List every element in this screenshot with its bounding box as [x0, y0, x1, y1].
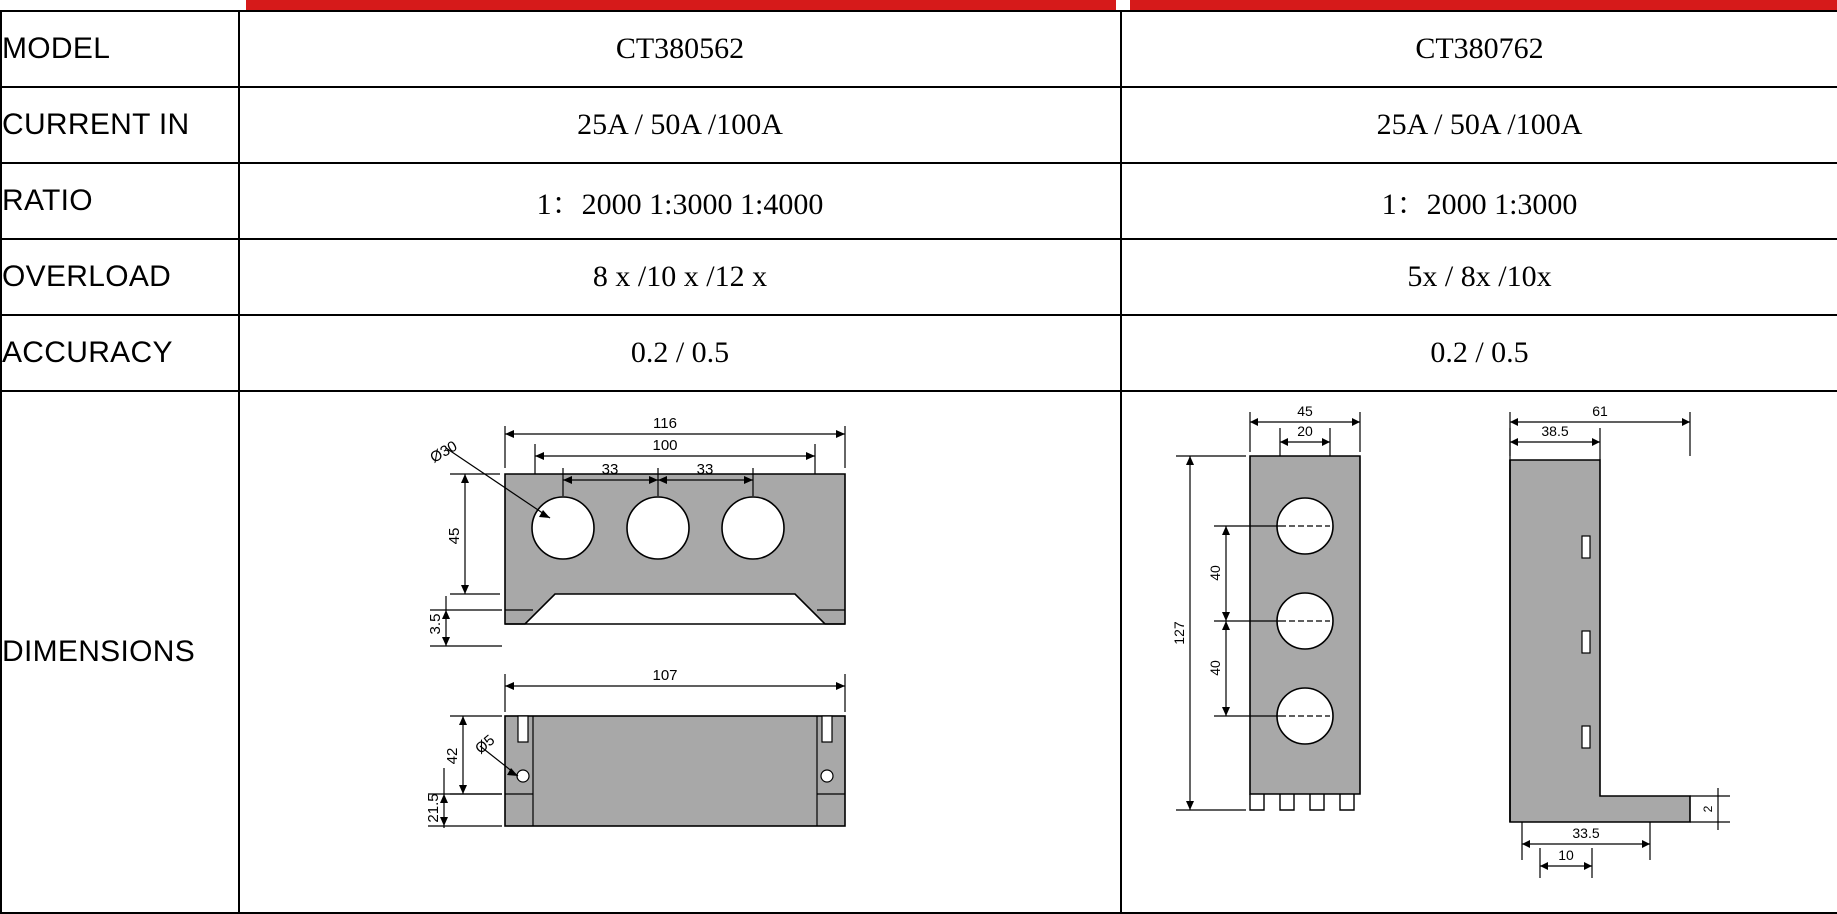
row-label-current-in: CURRENT IN: [1, 87, 239, 163]
dim-left-foot-height: 3.5: [427, 613, 444, 635]
drawing-left: [240, 396, 1120, 908]
dim-right-pitch-2: 40: [1206, 660, 1223, 676]
dim-right-width: 45: [1296, 403, 1313, 419]
dim-right-base-depth: 33.5: [1571, 825, 1600, 841]
dim-right-side-width: 61: [1591, 403, 1608, 419]
dim-left-height: 45: [446, 527, 463, 545]
cell-accuracy-b: 0.2 / 0.5: [1121, 315, 1837, 391]
dim-left-inner-width: 100: [652, 437, 678, 454]
top-accent-bar-right: [1130, 0, 1837, 10]
dim-right-inner-width: 20: [1296, 423, 1313, 439]
specification-table: [0, 10, 1837, 914]
row-label-dimensions: DIMENSIONS: [1, 391, 239, 913]
dim-right-pitch-1: 40: [1206, 565, 1223, 581]
dim-left-overall-width: 116: [653, 415, 677, 432]
cell-current-in-b: 25A / 50A /100A: [1121, 87, 1837, 163]
dim-right-thickness: 2: [1700, 805, 1715, 813]
table-row: [1, 11, 1837, 87]
cell-dimensions-b: [1121, 391, 1837, 913]
table-row: [1, 239, 1837, 315]
cell-ratio-a: 1：2000 1:3000 1:4000: [239, 163, 1121, 239]
dim-left-pitch-2: 33: [696, 461, 714, 478]
top-accent-bar-left: [246, 0, 1116, 10]
cell-model-b: CT380762: [1121, 11, 1837, 87]
cell-ratio-b: 1：2000 1:3000: [1121, 163, 1837, 239]
cell-dimensions-a: [239, 391, 1121, 913]
dim-right-base-small: 10: [1557, 847, 1574, 863]
drawing-right: [1122, 396, 1837, 908]
table-row: [1, 87, 1837, 163]
right-drawings-svg: [1130, 396, 1830, 896]
row-label-ratio: RATIO: [1, 163, 239, 239]
table-row: [1, 315, 1837, 391]
row-label-overload: OVERLOAD: [1, 239, 239, 315]
dim-left-screw-hole: Ø5: [471, 731, 499, 758]
cell-current-in-a: 25A / 50A /100A: [239, 87, 1121, 163]
left-drawings-svg: [250, 396, 1110, 896]
row-label-accuracy: ACCURACY: [1, 315, 239, 391]
dim-left-pitch-1: 33: [601, 461, 619, 478]
dim-left-side-length: 107: [652, 667, 678, 684]
row-label-model: MODEL: [1, 11, 239, 87]
cell-accuracy-a: 0.2 / 0.5: [239, 315, 1121, 391]
table-row-dimensions: [1, 391, 1837, 913]
cell-overload-a: 8 x /10 x /12 x: [239, 239, 1121, 315]
dim-left-side-lower-height: 21.5: [425, 793, 442, 823]
dim-left-side-height: 42: [444, 747, 461, 765]
dim-right-total-height: 127: [1170, 621, 1187, 645]
table-row: [1, 163, 1837, 239]
cell-model-a: CT380562: [239, 11, 1121, 87]
dim-right-side-inner-width: 38.5: [1540, 423, 1569, 439]
dim-left-hole-diameter: Ø30: [427, 437, 461, 467]
cell-overload-b: 5x / 8x /10x: [1121, 239, 1837, 315]
